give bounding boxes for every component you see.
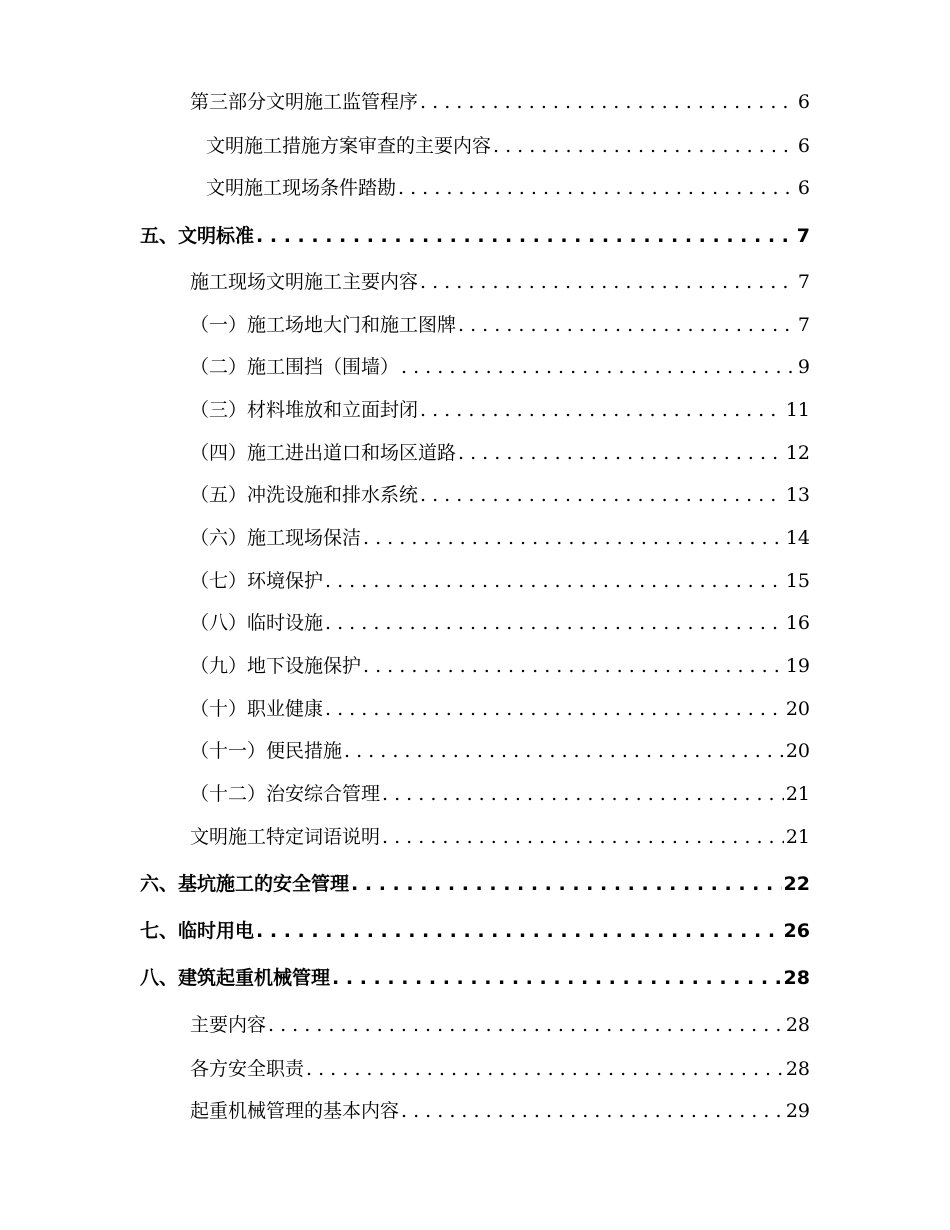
toc-entry[interactable]	[190, 523, 810, 553]
toc-entry-number: 六、	[140, 873, 179, 895]
toc-leader-dots	[332, 963, 782, 993]
toc-entry-title: 建筑起重机械管理	[178, 967, 331, 989]
toc-leader-dots	[256, 916, 782, 946]
toc-entry-page-number: 28	[785, 1014, 810, 1036]
toc-entry-title: （五）冲洗设施和排水系统	[190, 484, 419, 506]
toc-entry-page-number: 28	[783, 967, 810, 989]
toc-leader-dots	[325, 608, 784, 638]
toc-entry-title: 起重机械管理的基本内容	[190, 1100, 400, 1122]
toc-leader-dots	[420, 395, 784, 425]
toc-entry-page-number: 7	[796, 225, 810, 247]
toc-entry-title: （六）施工现场保洁	[190, 527, 362, 549]
toc-entry[interactable]	[140, 963, 810, 993]
toc-leader-dots	[256, 221, 795, 251]
toc-entry-title: 各方安全职责	[190, 1058, 305, 1080]
toc-entry[interactable]	[190, 608, 810, 638]
toc-entry-page-number: 12	[785, 442, 810, 464]
toc-entry-page-number: 6	[797, 135, 810, 157]
toc-entry-page-number: 29	[785, 1100, 810, 1122]
toc-leader-dots	[458, 438, 784, 468]
toc-entry[interactable]	[206, 131, 810, 161]
toc-entry-page-number: 20	[785, 740, 810, 762]
toc-entry-title: 临时用电	[178, 920, 255, 942]
toc-leader-dots	[306, 1054, 784, 1084]
toc-entry-page-number: 9	[797, 356, 810, 378]
toc-entry-page-number: 15	[785, 570, 810, 592]
toc-entry[interactable]	[190, 1010, 810, 1040]
toc-entry[interactable]	[190, 1096, 810, 1126]
toc-entry-page-number: 26	[783, 920, 810, 942]
toc-entry-title: （四）施工进出道口和场区道路	[190, 442, 457, 464]
toc-entry-page-number: 28	[785, 1058, 810, 1080]
toc-leader-dots	[325, 566, 784, 596]
toc-leader-dots	[398, 173, 796, 203]
toc-entry[interactable]	[190, 352, 810, 382]
toc-entry-number: 八、	[140, 967, 179, 989]
toc-entry[interactable]	[190, 694, 810, 724]
toc-entry[interactable]	[190, 822, 810, 852]
toc-entry-page-number: 14	[785, 527, 810, 549]
toc-entry[interactable]	[190, 87, 810, 117]
toc-entry[interactable]	[190, 651, 810, 681]
toc-leader-dots	[363, 523, 784, 553]
toc-entry[interactable]	[190, 395, 810, 425]
toc-entry-title: （三）材料堆放和立面封闭	[190, 399, 419, 421]
toc-entry-title: 文明施工措施方案审查的主要内容	[206, 135, 492, 157]
toc-leader-dots	[351, 869, 782, 899]
toc-entry[interactable]	[140, 869, 810, 899]
toc-entry-page-number: 7	[797, 314, 810, 336]
toc-entry-title: （二）施工围挡（围墙）	[190, 356, 400, 378]
toc-entry[interactable]	[190, 736, 810, 766]
toc-leader-dots	[493, 131, 796, 161]
toc-entry-page-number: 6	[797, 177, 810, 199]
toc-leader-dots	[420, 480, 784, 510]
toc-entry[interactable]	[140, 916, 810, 946]
toc-entry-title: 基坑施工的安全管理	[178, 873, 350, 895]
toc-entry-title: 主要内容	[190, 1014, 267, 1036]
toc-entry-page-number: 16	[785, 612, 810, 634]
toc-entry-page-number: 21	[785, 826, 810, 848]
toc-leader-dots	[420, 267, 796, 297]
toc-leader-dots	[382, 779, 784, 809]
toc-leader-dots	[420, 87, 796, 117]
toc-entry-page-number: 20	[785, 698, 810, 720]
toc-entry-number: 五、	[140, 225, 179, 247]
toc-leader-dots	[344, 736, 784, 766]
toc-entry-page-number: 13	[785, 484, 810, 506]
toc-entry[interactable]	[140, 221, 810, 251]
toc-entry-page-number: 11	[785, 399, 810, 421]
toc-entry[interactable]	[190, 267, 810, 297]
toc-entry-page-number: 19	[785, 655, 810, 677]
toc-entry[interactable]	[190, 480, 810, 510]
toc-entry-page-number: 7	[797, 271, 810, 293]
toc-entry-title: 施工现场文明施工主要内容	[190, 271, 419, 293]
toc-entry-title: 文明施工监管程序	[266, 91, 419, 113]
toc-leader-dots	[401, 1096, 784, 1126]
toc-entry-title: （九）地下设施保护	[190, 655, 362, 677]
toc-leader-dots	[268, 1010, 784, 1040]
toc-entry-number: 第三部分	[190, 91, 267, 113]
toc-entry-number: 七、	[140, 920, 179, 942]
toc-leader-dots	[401, 352, 796, 382]
toc-entry-title: （十一）便民措施	[190, 740, 343, 762]
toc-entry[interactable]	[190, 438, 810, 468]
toc-entry-title: （十）职业健康	[190, 698, 324, 720]
toc-entry-title: （一）施工场地大门和施工图牌	[190, 314, 457, 336]
toc-entry-title: 文明施工现场条件踏勘	[206, 177, 397, 199]
toc-entry[interactable]	[190, 310, 810, 340]
toc-leader-dots	[458, 310, 796, 340]
toc-leader-dots	[382, 822, 784, 852]
toc-entry[interactable]	[190, 779, 810, 809]
toc-entry-title: 文明标准	[178, 225, 255, 247]
toc-entry-title: 文明施工特定词语说明	[190, 826, 381, 848]
toc-entry[interactable]	[190, 1054, 810, 1084]
toc-entry-title: （十二）治安综合管理	[190, 783, 381, 805]
toc-leader-dots	[325, 694, 784, 724]
toc-entry-title: （七）环境保护	[190, 570, 324, 592]
toc-entry-page-number: 6	[797, 91, 810, 113]
toc-entry-page-number: 21	[785, 783, 810, 805]
toc-entry-page-number: 22	[783, 873, 810, 895]
toc-leader-dots	[363, 651, 784, 681]
toc-entry[interactable]	[190, 566, 810, 596]
toc-entry[interactable]	[206, 173, 810, 203]
toc-entry-title: （八）临时设施	[190, 612, 324, 634]
